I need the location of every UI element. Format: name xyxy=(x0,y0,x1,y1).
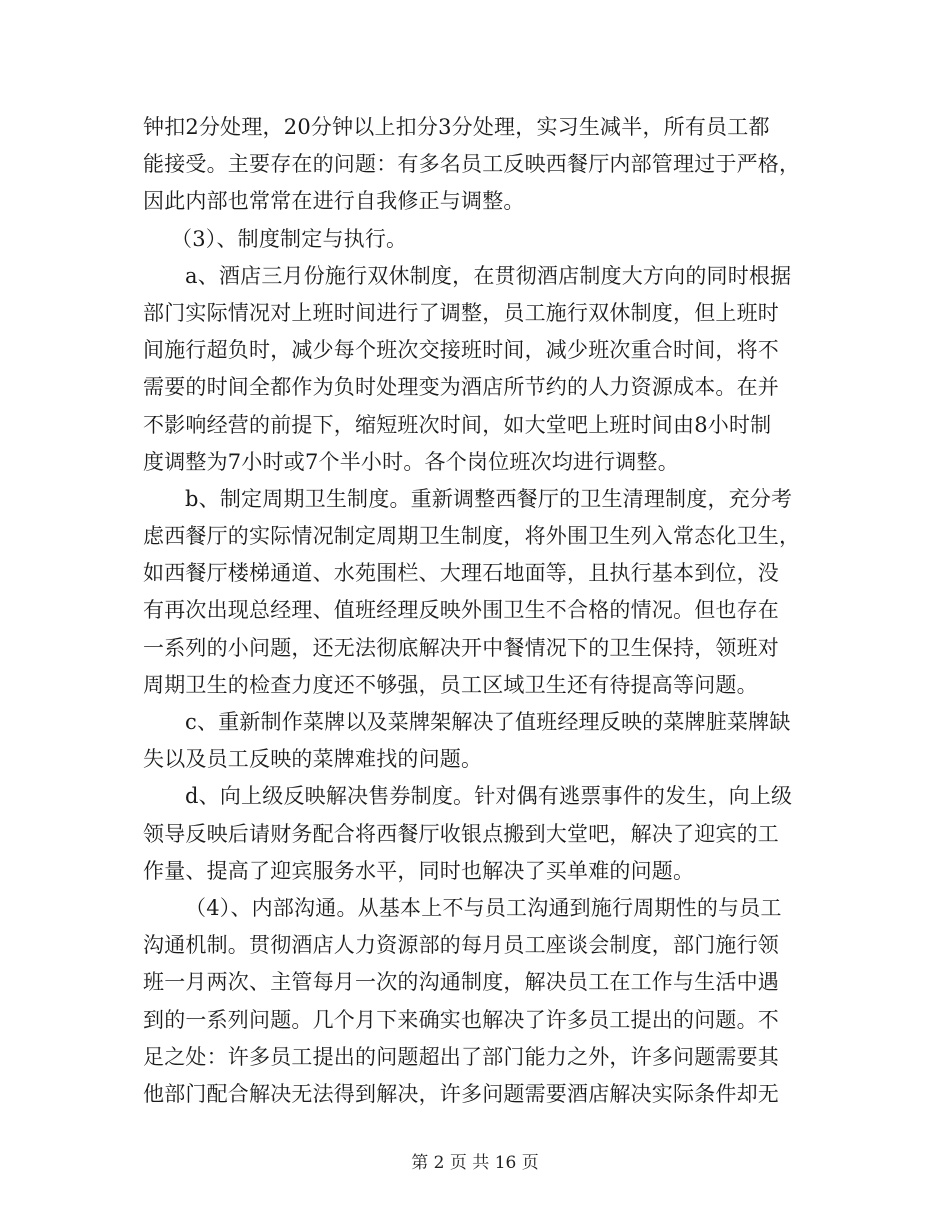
body-text xyxy=(143,109,809,1113)
text-line: 能接受。主要存在的问题：有多名员工反映西餐厅内部管理过于严格， xyxy=(143,152,801,177)
text-line: 作量、提高了迎宾服务水平，同时也解决了买单难的问题。 xyxy=(143,858,695,883)
text-line: 有再次出现总经理、值班经理反映外围卫生不合格的情况。但也存在 xyxy=(143,598,779,623)
text-line: 一系列的小问题，还无法彻底解决开中餐情况下的卫生保持，领班对 xyxy=(143,635,779,660)
text-line: b、制定周期卫生制度。重新调整西餐厅的卫生清理制度，充分考 xyxy=(185,486,793,511)
text-line: 度调整为7小时或7个半小时。各个岗位班次均进行调整。 xyxy=(143,449,679,474)
text-line: 需要的时间全都作为负时处理变为酒店所节约的人力资源成本。在并 xyxy=(143,375,779,400)
text-line: 钟扣2分处理，20分钟以上扣分3分处理，实习生减半，所有员工都 xyxy=(143,115,770,139)
text-line: 间施行超负时，减少每个班次交接班时间，减少班次重合时间，将不 xyxy=(143,338,779,363)
text-line: 不影响经营的前提下，缩短班次时间，如大堂吧上班时间由8小时制 xyxy=(143,412,772,437)
page-footer xyxy=(0,1152,950,1174)
text-line: 部门实际情况对上班时间进行了调整，员工施行双休制度，但上班时 xyxy=(143,300,779,325)
text-line: 失以及员工反映的菜牌难找的问题。 xyxy=(143,747,483,772)
text-line: 他部门配合解决无法得到解决，许多问题需要酒店解决实际条件却无 xyxy=(143,1081,779,1106)
text-line: 领导反映后请财务配合将西餐厅收银点搬到大堂吧，解决了迎宾的工 xyxy=(143,821,779,846)
text-line: 足之处：许多员工提出的问题超出了部门能力之外，许多问题需要其 xyxy=(143,1044,779,1069)
section-heading: （4）、内部沟通。从基本上不与员工沟通到施行周期性的与员工 xyxy=(185,895,782,920)
text-line: d、向上级反映解决售券制度。针对偶有逃票事件的发生，向上级 xyxy=(185,784,793,809)
text-line: 沟通机制。贯彻酒店人力资源部的每月员工座谈会制度，部门施行领 xyxy=(143,933,779,958)
page-number-label: 第 2 页 共 16 页 xyxy=(411,1153,539,1173)
text-line: 如西餐厅楼梯通道、水苑围栏、大理石地面等，且执行基本到位，没 xyxy=(143,561,779,586)
text-line: 虑西餐厅的实际情况制定周期卫生制度，将外围卫生列入常态化卫生， xyxy=(143,524,801,549)
text-line: a、酒店三月份施行双休制度，在贯彻酒店制度大方向的同时根据 xyxy=(185,263,792,288)
text-line: c、重新制作菜牌以及菜牌架解决了值班经理反映的菜牌脏菜牌缺 xyxy=(185,710,791,734)
text-line: 班一月两次、主管每月一次的沟通制度，解决员工在工作与生活中遇 xyxy=(143,970,779,995)
text-line: 到的一系列问题。几个月下来确实也解决了许多员工提出的问题。不 xyxy=(143,1007,779,1032)
text-line: 因此内部也常常在进行自我修正与调整。 xyxy=(143,189,525,214)
section-heading: （3）、制度制定与执行。 xyxy=(171,226,408,251)
text-line: 周期卫生的检查力度还不够强，员工区域卫生还有待提高等问题。 xyxy=(143,672,758,697)
